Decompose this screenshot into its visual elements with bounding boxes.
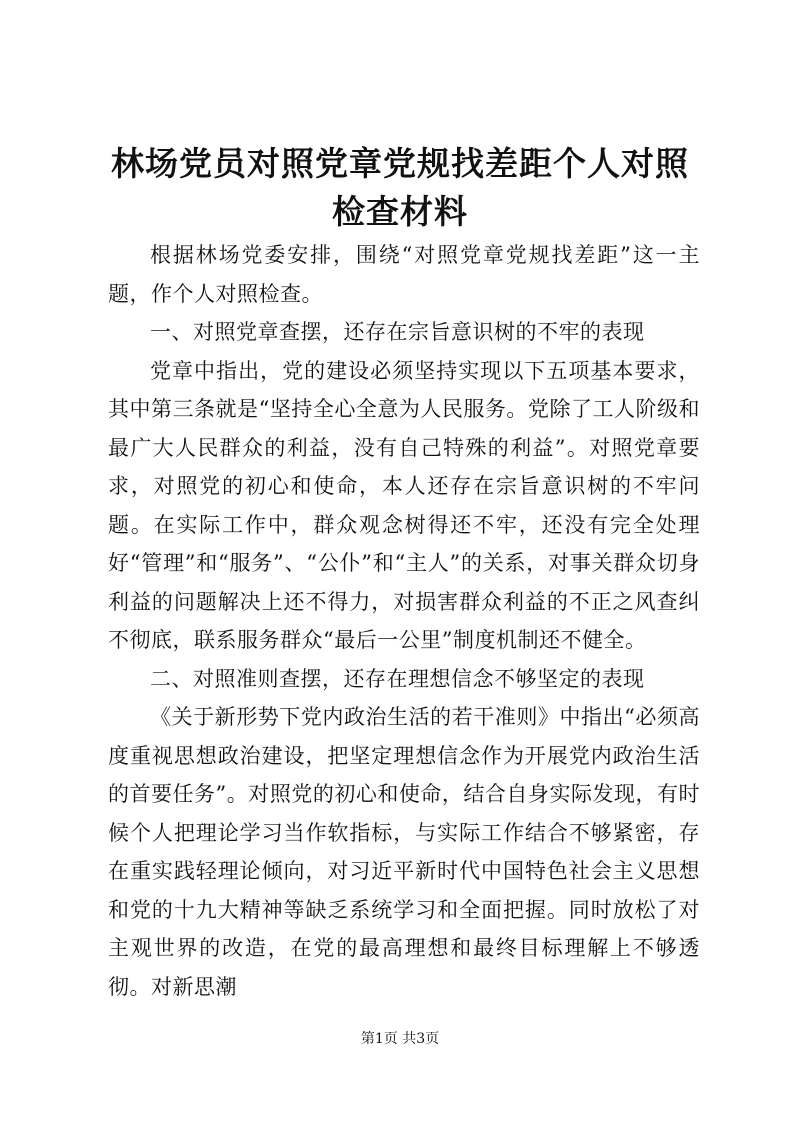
section-heading-2: 二、对照准则查摆，还存在理想信念不够坚定的表现 [150, 666, 645, 691]
paragraph-section-2: 《关于新形势下党内政治生活的若干准则》中指出“必须高度重视思想政治建设，把坚定理想信念作为开展党内政治生活的首要任务”。对照党的初心和使命，结合自身实际发现，有时候个人把理论学习当作软指标，与实际工作结合不够紧密，存在重实践轻理论倾向，对习近平新时代中国特色社会主义思想和党的十九大精神等缺乏系统学习和全面把握。同时放松了对主观世界的改造，在党的最高理想和最终目标理解上不够透彻。对新思潮 [108, 705, 700, 999]
section-heading-1: 一、对照党章查摆，还存在宗旨意识树的不牢的表现 [150, 320, 645, 344]
page-footer: 第1页 共3页 [360, 1031, 440, 1047]
paragraph-intro: 根据林场党委安排，围绕“对照党章党规找差距”这一主题，作个人对照检查。 [108, 243, 700, 306]
document-title: 林场党员对照党章党规找差距个人对照检查材料 [111, 144, 689, 231]
document-body [108, 236, 700, 1006]
paragraph-section-1: 党章中指出，党的建设必须坚持实现以下五项基本要求，其中第三条就是“坚持全心全意为人民服务。党除了工人阶级和最广大人民群众的利益，没有自己特殊的利益”。对照党章要求，对照党的初心和使命，本人还存在宗旨意识树的不牢问题。在实际工作中，群众观念树得还不牢，还没有完全处理好“管理”和“服务”、“公仆”和“主人”的关系，对事关群众切身利益的问题解决上还不得力，对损害群众利益的不正之风查纠不彻底，联系服务群众“最后一公里”制度机制还不健全。 [108, 358, 700, 652]
